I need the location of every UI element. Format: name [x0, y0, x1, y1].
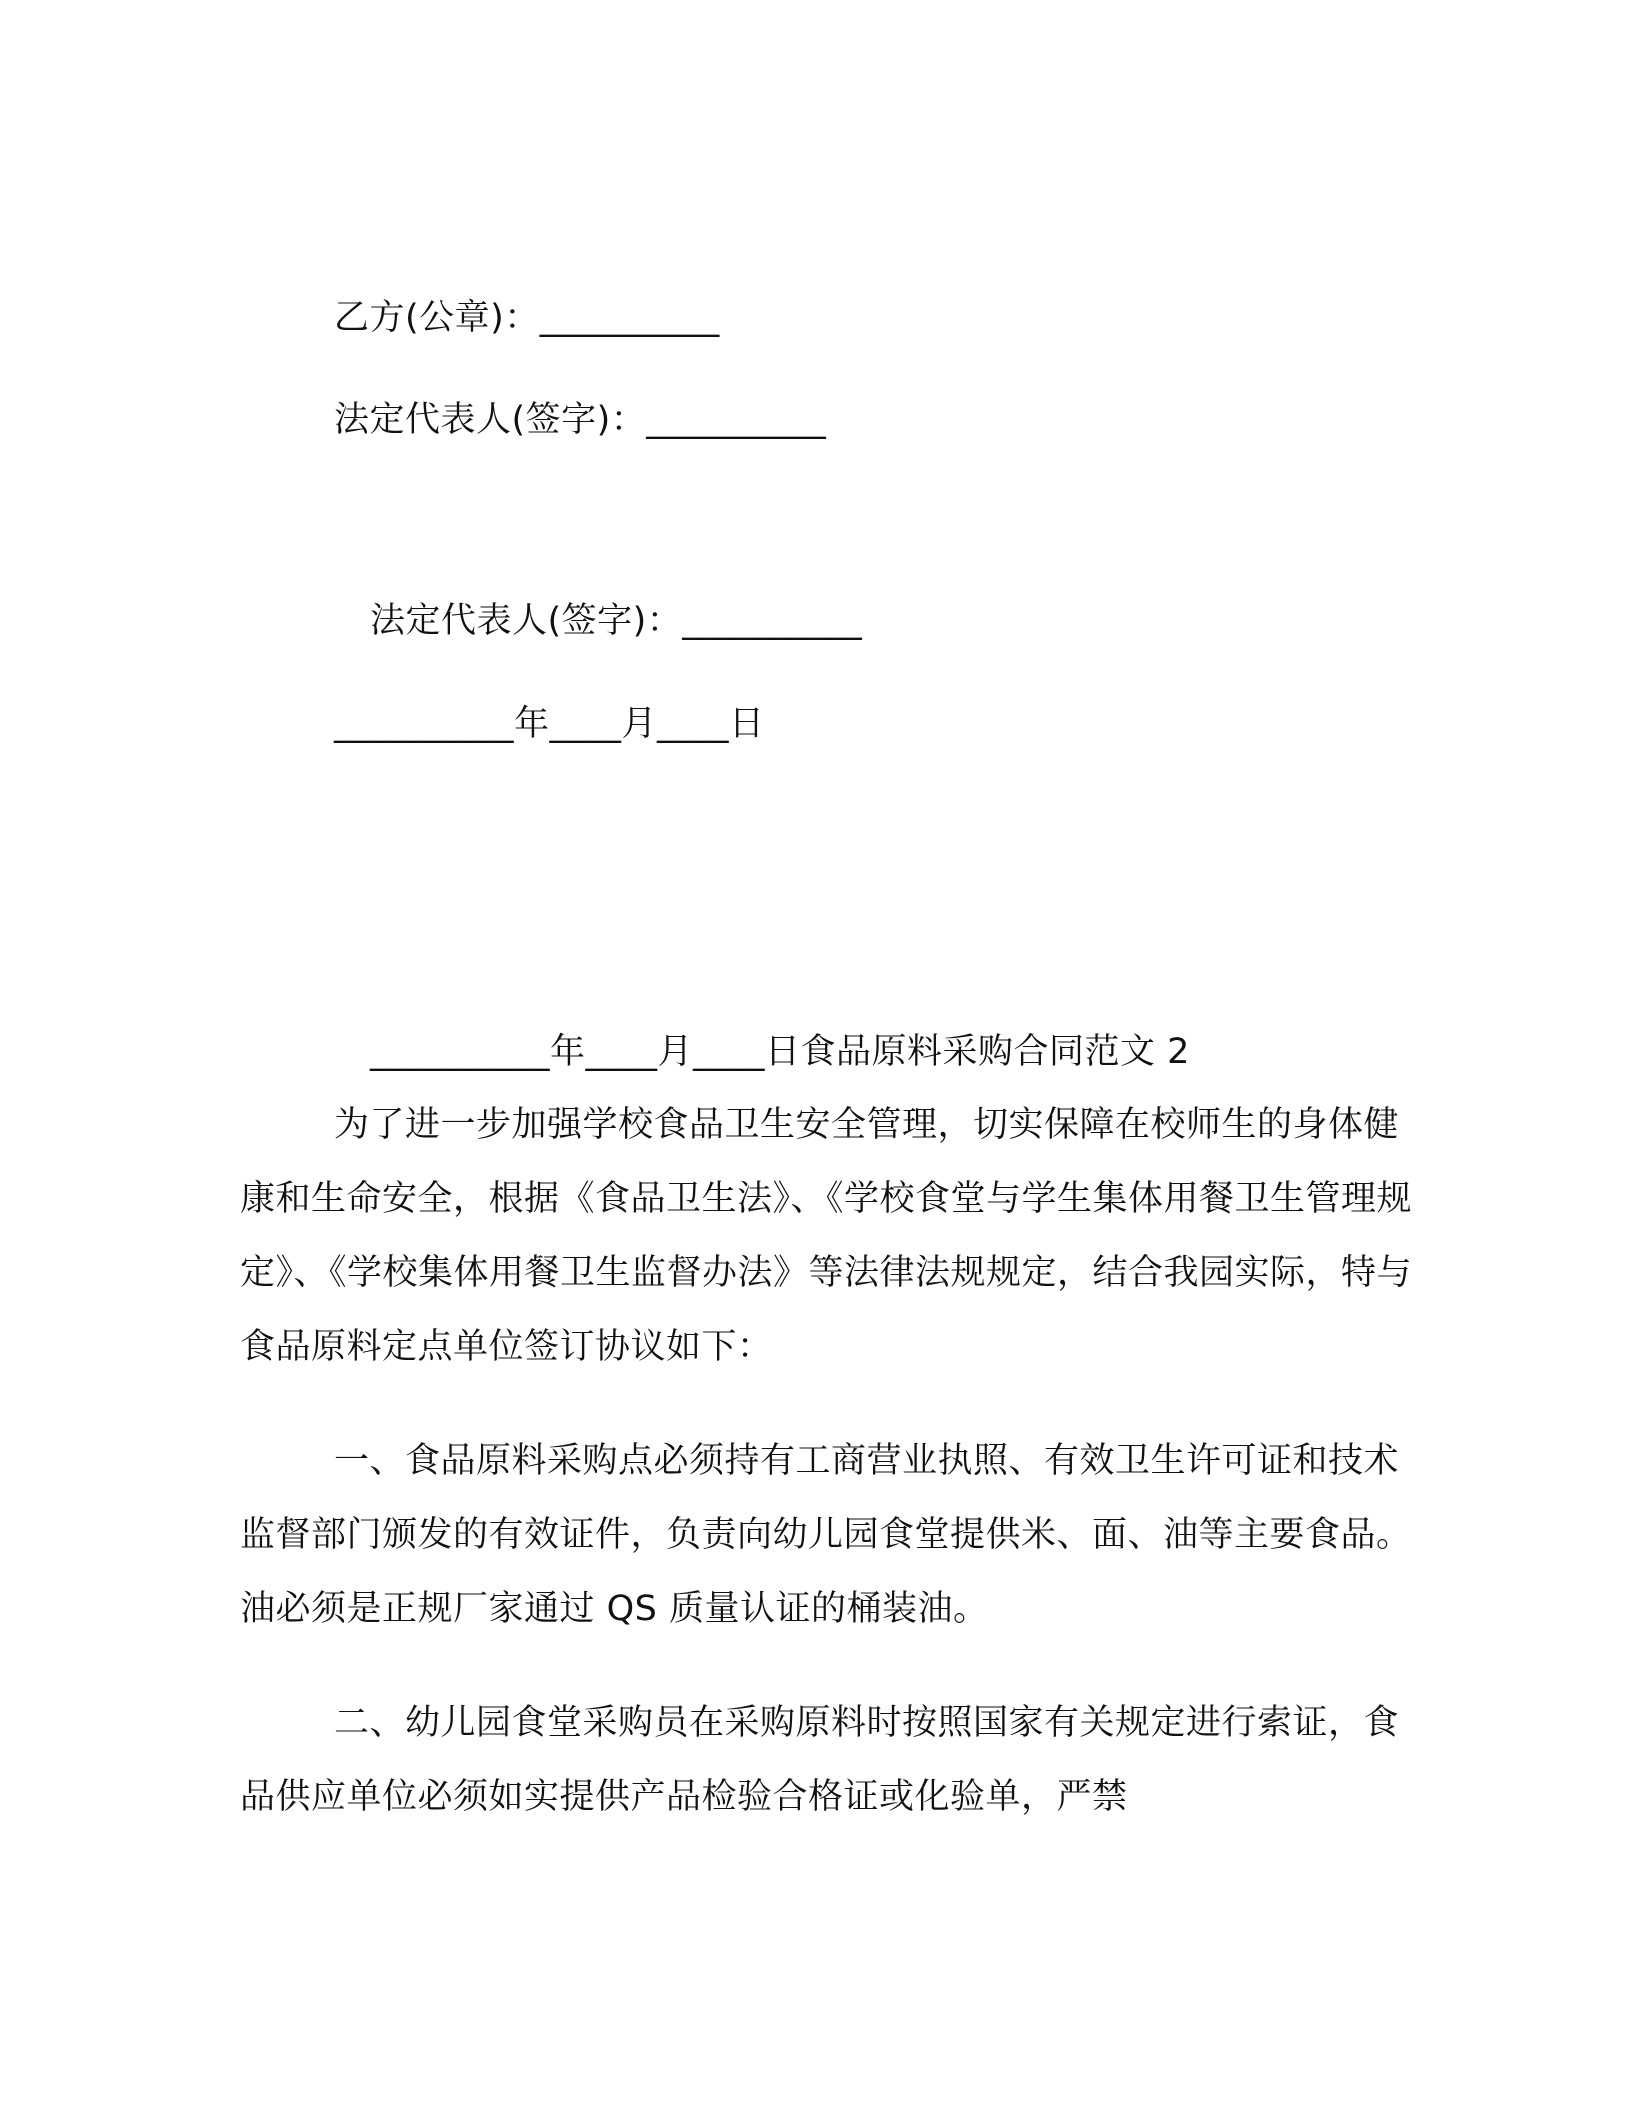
signature-date-line: __________年____月____日 — [334, 704, 765, 744]
section-title: __________年____月____日食品原料采购合同范文 2 — [370, 1032, 1190, 1072]
legal-representative-line-2: 法定代表人(签字)：__________ — [370, 601, 863, 641]
paragraph-clause-2: 二、幼儿园食堂采购员在采购原料时按照国家有关规定进行索证，食品供应单位必须如实提供产品检验合格证或化验单，严禁 — [240, 1703, 1400, 1817]
paragraph-intro: 为了进一步加强学校食品卫生安全管理，切实保障在校师生的身体健康和生命安全，根据《食品卫生法》、《学校食堂与学生集体用餐卫生管理规定》、《学校集体用餐卫生监督办法》等法律法规规定，结合我园实际，特与食品原料定点单位签订协议如下： — [240, 1105, 1413, 1367]
legal-representative-line: 法定代表人(签字)：__________ — [334, 400, 827, 440]
party-b-seal-line: 乙方(公章)：__________ — [334, 298, 720, 338]
paragraph-clause-1: 一、食品原料采购点必须持有工商营业执照、有效卫生许可证和技术监督部门颁发的有效证件，负责向幼儿园食堂提供米、面、油等主要食品。油必须是正规厂家通过 QS 质量认证的桶装油。 — [240, 1441, 1412, 1629]
